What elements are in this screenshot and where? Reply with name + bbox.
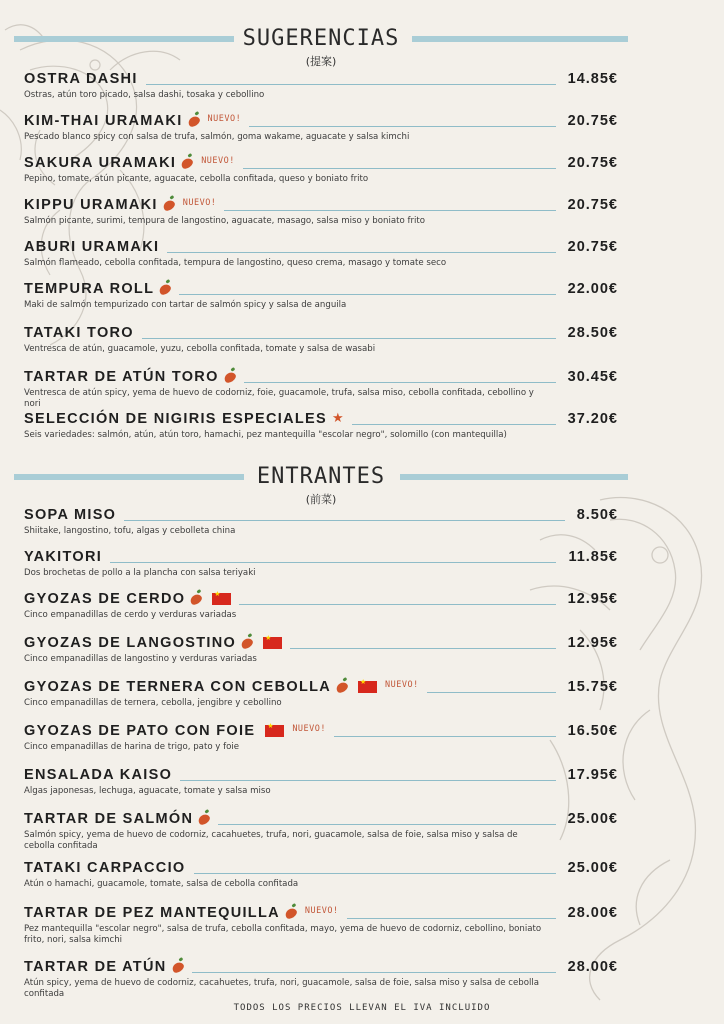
item-price: 20.75€ [567,113,618,129]
dotted-leader [179,294,555,295]
item-name: TARTAR DE ATÚN [24,959,167,975]
dotted-leader [194,873,556,874]
item-description: Ventresca de atún spicy, yema de huevo de codorniz, foie, guacamole, trufa, salsa miso, cebolla confitada, cebollino y nori [24,388,534,409]
item-price: 30.45€ [567,369,618,385]
item-name: TARTAR DE SALMÓN [24,811,194,827]
new-badge: NUEVO! [292,724,327,734]
menu-item [24,280,618,311]
item-name: TATAKI TORO [24,325,134,341]
new-badge: NUEVO! [201,156,235,166]
dotted-leader [110,562,556,563]
item-name: GYOZAS DE PATO CON FOIE [24,723,256,739]
item-price: 25.00€ [567,860,618,876]
section-title: SUGERENCIAS [14,26,628,51]
item-name: GYOZAS DE CERDO [24,591,186,607]
dotted-leader [352,424,556,425]
china-flag-icon [358,681,377,693]
dotted-leader [124,520,564,521]
item-description: Dos brochetas de pollo a la plancha con salsa teriyaki [24,568,256,578]
dotted-leader [249,126,555,127]
chili-icon [170,960,185,974]
item-name: TARTAR DE PEZ MANTEQUILLA [24,905,280,921]
item-price: 28.00€ [567,959,618,975]
item-description: Maki de salmón tempurizado con tartar de salmón spicy y salsa de anguila [24,300,347,310]
item-price: 28.50€ [567,325,618,341]
section-header-sugerencias [14,26,628,66]
item-name: TARTAR DE ATÚN TORO [24,369,219,385]
star-icon: ★ [331,411,344,426]
menu-item [24,722,618,753]
item-description: Salmón picante, surimi, tempura de langostino, aguacate, masago, salsa miso y boniato frito [24,216,426,226]
china-flag-icon [263,637,282,649]
item-name: SOPA MISO [24,507,117,523]
dotted-leader [244,382,556,383]
new-badge: NUEVO! [304,906,339,916]
item-name: GYOZAS DE LANGOSTINO [24,635,237,651]
item-name: YAKITORI [24,549,103,565]
menu-item [24,70,618,101]
item-price: 37.20€ [567,411,618,427]
chili-icon [240,636,255,650]
menu-item [24,112,618,143]
dotted-leader [146,84,556,85]
menu-item [24,238,618,269]
item-description: Cinco empanadillas de ternera, cebolla, jengibre y cebollino [24,698,282,708]
dotted-leader [290,648,556,649]
menu-item [24,678,618,709]
item-name: ENSALADA KAISO [24,767,173,783]
item-price: 16.50€ [567,723,618,739]
menu-item [24,958,618,1000]
item-price: 12.95€ [567,591,618,607]
menu-item [24,859,618,890]
item-price: 11.85€ [568,549,618,565]
item-name: SELECCIÓN DE NIGIRIS ESPECIALES [24,411,327,427]
item-description: Pepino, tomate, atún picante, aguacate, cebolla confitada, queso y boniato frito [24,174,369,184]
chili-icon [186,114,201,128]
footer-note: TODOS LOS PRECIOS LLEVAN EL IVA INCLUIDO [233,1003,491,1013]
menu-item [24,324,618,355]
chili-icon [222,370,237,384]
item-name: OSTRA DASHI [24,71,138,87]
item-description: Algas japonesas, lechuga, aguacate, tomate y salsa miso [24,786,271,796]
menu-item [24,810,618,852]
item-price: 25.00€ [567,811,618,827]
dotted-leader [167,252,555,253]
chili-icon [161,198,176,212]
item-name: SAKURA URAMAKI [24,155,177,171]
item-description: Ventresca de atún, guacamole, yuzu, cebolla confitada, tomate y salsa de wasabi [24,344,376,354]
item-description: Seis variedades: salmón, atún, atún toro, hamachi, pez mantequilla "escolar negro", solomillo (con mantequilla) [24,430,507,440]
item-description: Cinco empanadillas de harina de trigo, pato y foie [24,742,240,752]
item-name: GYOZAS DE TERNERA CON CEBOLLA [24,679,332,695]
dotted-leader [427,692,556,693]
menu-item [24,766,618,797]
item-description: Cinco empanadillas de langostino y verduras variadas [24,654,257,664]
chili-icon [197,812,212,826]
item-price: 20.75€ [567,155,618,171]
new-badge: NUEVO! [182,198,217,208]
item-name: KIM-THAI URAMAKI [24,113,183,129]
item-name: ABURI URAMAKI [24,239,160,255]
menu-item [24,368,618,410]
item-price: 20.75€ [567,239,618,255]
menu-item [24,904,618,946]
item-description: Atún spicy, yema de huevo de codorniz, cacahuetes, trufa, nori, guacamole, salsa de foie, salsa miso y salsa de cebolla confitada [24,978,540,999]
section-header-entrantes [14,464,628,504]
dotted-leader [192,972,556,973]
chili-icon [189,592,204,606]
item-description: Cinco empanadillas de cerdo y verduras variadas [24,610,237,620]
item-price: 17.95€ [567,767,618,783]
item-description: Ostras, atún toro picado, salsa dashi, tosaka y cebollino [24,90,265,100]
item-price: 20.75€ [567,197,618,213]
dotted-leader [347,918,556,919]
dotted-leader [142,338,556,339]
china-flag-icon [265,725,284,737]
menu-item [24,410,618,441]
chili-icon [283,906,298,920]
item-description: Pescado blanco spicy con salsa de trufa, salmón, goma wakame, aguacate y salsa kimchi [24,132,410,142]
menu-item [24,634,618,665]
item-description: Pez mantequilla "escolar negro", salsa de trufa, cebolla confitada, mayo, yema de huevo de codorniz, cebollino, boniato frito, nori, salsa kimchi [24,924,542,945]
dotted-leader [224,210,555,211]
dotted-leader [180,780,555,781]
menu-item [24,548,618,579]
dotted-leader [239,604,555,605]
section-subtitle: (提案) [305,55,337,68]
item-price: 22.00€ [567,281,618,297]
item-description: Salmón spicy, yema de huevo de codorniz, cacahuetes, trufa, nori, guacamole, salsa de foie, salsa miso y salsa de cebolla confitada [24,830,518,851]
chili-icon [180,156,195,170]
item-price: 14.85€ [567,71,618,87]
item-name: KIPPU URAMAKI [24,197,158,213]
section-subtitle: (前菜) [305,493,337,506]
menu-item [24,196,618,227]
item-description: Shiitake, langostino, tofu, algas y cebolleta china [24,526,236,536]
item-name: TATAKI CARPACCIO [24,860,186,876]
item-name: TEMPURA ROLL [24,281,155,297]
dotted-leader [334,736,556,737]
new-badge: NUEVO! [385,680,419,690]
dotted-leader [243,168,556,169]
dotted-leader [218,824,555,825]
chili-icon [335,680,350,694]
item-description: Atún o hamachi, guacamole, tomate, salsa de cebolla confitada [24,879,299,889]
china-flag-icon [212,593,231,605]
new-badge: NUEVO! [207,114,242,124]
menu-item [24,154,618,185]
item-price: 12.95€ [567,635,618,651]
item-description: Salmón flameado, cebolla confitada, tempura de langostino, queso crema, masago y tomate seco [24,258,447,268]
item-price: 28.00€ [567,905,618,921]
section-title: ENTRANTES [14,464,628,489]
item-price: 15.75€ [567,679,618,695]
chili-icon [158,282,173,296]
menu-item [24,506,618,537]
menu-item [24,590,618,621]
item-price: 8.50€ [576,507,618,523]
